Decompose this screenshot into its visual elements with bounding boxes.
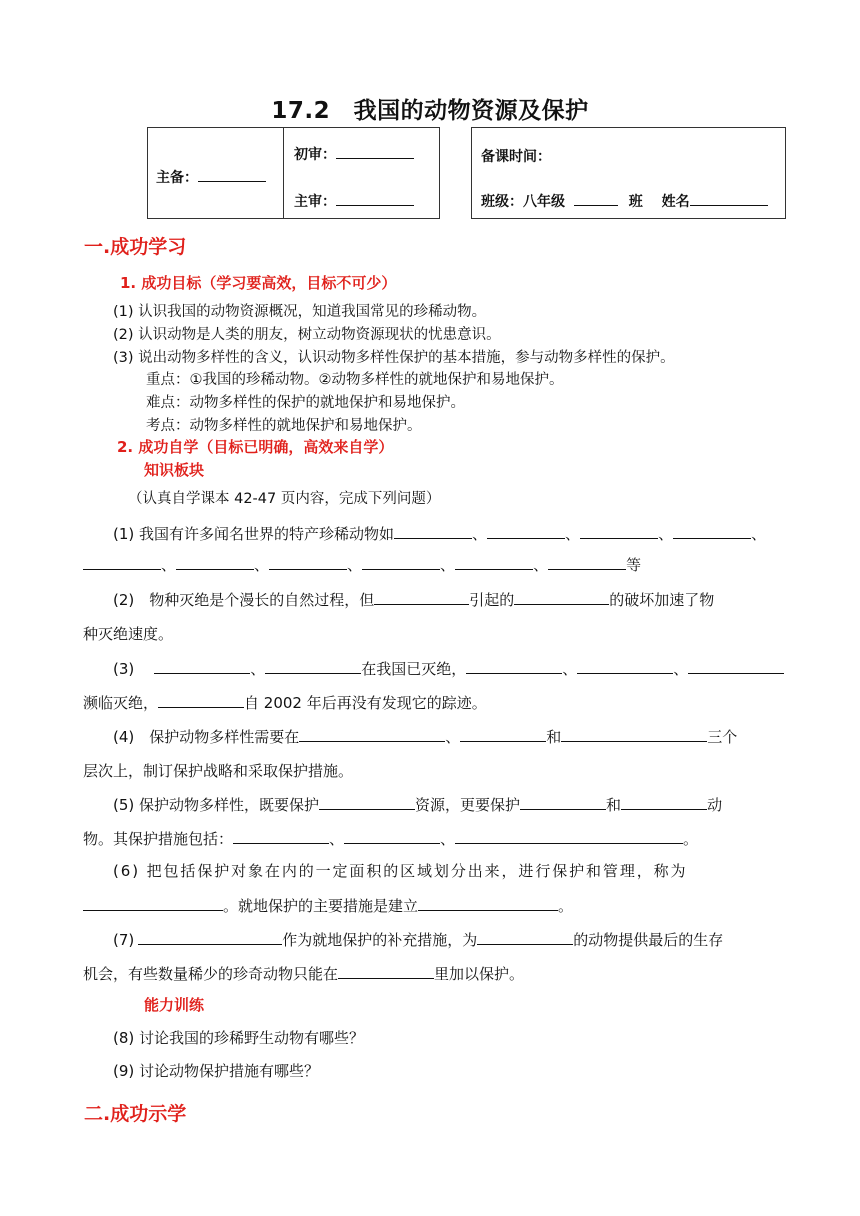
question-1-cont: 、 、 、 、 、 等 xyxy=(83,553,641,575)
question-6-cont: 。就地保护的主要措施是建立 。 xyxy=(83,894,573,916)
answer-blank[interactable] xyxy=(561,725,707,742)
answer-blank[interactable] xyxy=(176,553,254,570)
key-point: 重点：①我国的珍稀动物。②动物多样性的就地保护和易地保护。 xyxy=(146,372,564,388)
answer-blank[interactable] xyxy=(299,725,445,742)
goal-item: (3) 说出动物多样性的含义，认识动物多样性保护的基本措施，参与动物多样性的保护。 xyxy=(113,350,675,366)
answer-blank[interactable] xyxy=(233,827,329,844)
xingming-label: 姓名 xyxy=(661,194,690,210)
answer-blank[interactable] xyxy=(362,553,440,570)
answer-blank[interactable] xyxy=(520,793,606,810)
answer-blank[interactable] xyxy=(158,691,244,708)
answer-blank[interactable] xyxy=(548,553,626,570)
answer-blank[interactable] xyxy=(83,894,223,911)
beike-label: 备课时间： xyxy=(481,149,551,165)
banji-blank[interactable] xyxy=(574,191,618,206)
question-7: (7) 作为就地保护的补充措施，为 的动物提供最后的生存 xyxy=(113,928,723,950)
answer-blank[interactable] xyxy=(514,588,609,605)
class-info-box xyxy=(471,127,786,219)
goal-heading: 1. 成功目标（学习要高效，目标不可少） xyxy=(120,274,397,292)
question-3: (3) 、 在我国已灭绝， 、 、 xyxy=(113,657,784,679)
difficult-point: 难点：动物多样性的保护的就地保护和易地保护。 xyxy=(146,395,465,411)
answer-blank[interactable] xyxy=(265,657,361,674)
answer-blank[interactable] xyxy=(269,553,347,570)
zhubei-blank[interactable] xyxy=(198,167,266,182)
answer-blank[interactable] xyxy=(344,827,440,844)
answer-blank[interactable] xyxy=(83,553,161,570)
question-6: (6) 把包括保护对象在内的一定面积的区域划分出来，进行保护和管理，称为 xyxy=(113,862,688,880)
answer-blank[interactable] xyxy=(374,588,469,605)
zhushen-label: 主审： xyxy=(294,194,336,210)
author-info-box xyxy=(147,127,440,219)
self-study-heading: 2. 成功自学（目标已明确，高效来自学） xyxy=(117,438,394,456)
ban-label: 班 xyxy=(628,194,643,210)
knowledge-heading: 知识板块 xyxy=(144,461,205,479)
question-3-cont: 濒临灭绝， 自 2002 年后再没有发现它的踪迹。 xyxy=(83,691,487,713)
section-heading-1: 一.成功学习 xyxy=(84,236,187,258)
answer-blank[interactable] xyxy=(138,928,282,945)
ability-heading: 能力训练 xyxy=(144,996,205,1014)
goal-item: (1) 认识我国的动物资源概况，知道我国常见的珍稀动物。 xyxy=(113,304,487,320)
page-title: 17.2 我国的动物资源及保护 xyxy=(271,98,589,124)
answer-blank[interactable] xyxy=(466,657,562,674)
zhushen-blank[interactable] xyxy=(336,191,414,206)
question-1: (1) 我国有许多闻名世界的特产珍稀动物如 、 、 、 、 xyxy=(113,522,766,544)
goal-item: (2) 认识动物是人类的朋友，树立动物资源现状的忧患意识。 xyxy=(113,327,501,343)
question-5-cont: 物。其保护措施包括： 、 、 。 xyxy=(83,827,698,849)
answer-blank[interactable] xyxy=(319,793,415,810)
exam-point: 考点：动物多样性的就地保护和易地保护。 xyxy=(146,418,422,434)
answer-blank[interactable] xyxy=(487,522,565,539)
answer-blank[interactable] xyxy=(418,894,558,911)
answer-blank[interactable] xyxy=(460,725,546,742)
question-5: (5) 保护动物多样性，既要保护 资源，更要保护 和 动 xyxy=(113,793,722,815)
answer-blank[interactable] xyxy=(688,657,784,674)
answer-blank[interactable] xyxy=(154,657,250,674)
question-2: (2) 物种灭绝是个漫长的自然过程，但 引起的 的破坏加速了物 xyxy=(113,588,714,610)
answer-blank[interactable] xyxy=(577,657,673,674)
banji-label: 班级：八年级 xyxy=(481,194,565,210)
answer-blank[interactable] xyxy=(338,962,434,979)
zhubei-label: 主备： xyxy=(156,170,198,186)
section-heading-2: 二.成功示学 xyxy=(84,1103,187,1125)
xingming-blank[interactable] xyxy=(690,191,768,206)
question-7-cont: 机会，有些数量稀少的珍奇动物只能在 里加以保护。 xyxy=(83,962,524,984)
question-4: (4) 保护动物多样性需要在 、 和 三个 xyxy=(113,725,737,747)
question-9: (9) 讨论动物保护措施有哪些？ xyxy=(113,1062,320,1080)
answer-blank[interactable] xyxy=(621,793,707,810)
question-8: (8) 讨论我国的珍稀野生动物有哪些？ xyxy=(113,1029,365,1047)
answer-blank[interactable] xyxy=(455,827,683,844)
instruction: （认真自学课本 42-47 页内容，完成下列问题） xyxy=(128,491,441,507)
answer-blank[interactable] xyxy=(455,553,533,570)
question-2-cont: 种灭绝速度。 xyxy=(83,625,174,643)
chushen-blank[interactable] xyxy=(336,144,414,159)
answer-blank[interactable] xyxy=(394,522,472,539)
chushen-label: 初审： xyxy=(294,147,336,163)
question-4-cont: 层次上，制订保护战略和采取保护措施。 xyxy=(83,762,354,780)
answer-blank[interactable] xyxy=(580,522,658,539)
answer-blank[interactable] xyxy=(673,522,751,539)
answer-blank[interactable] xyxy=(477,928,573,945)
